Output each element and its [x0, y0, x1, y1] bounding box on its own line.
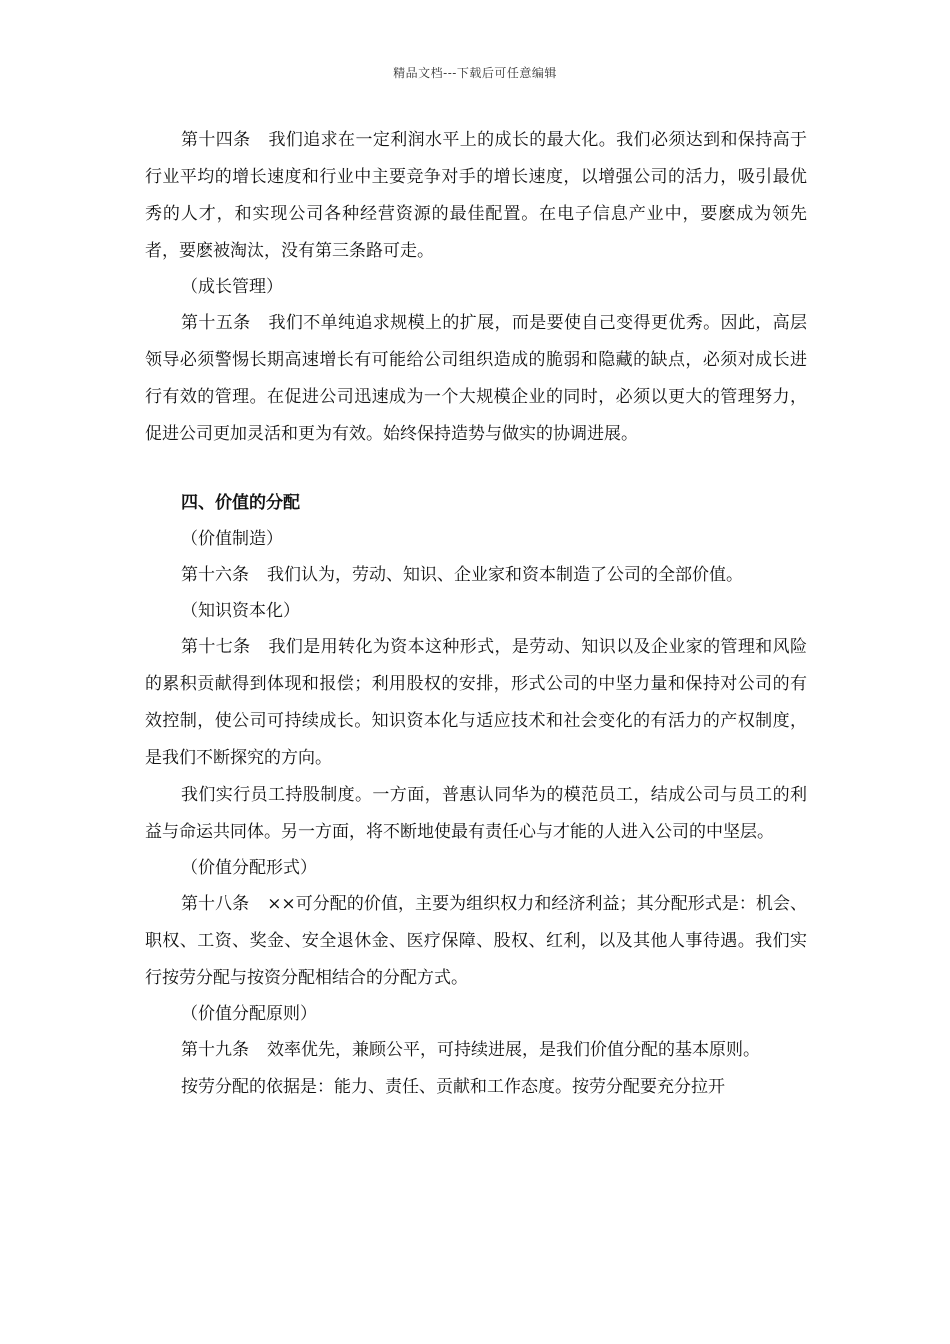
article-text: 效率优先，兼顾公平，可持续进展，是我们价值分配的基本原则。 — [267, 1040, 760, 1060]
subheading-value-creation: （价值制造） — [181, 529, 283, 549]
article-text: 我们不单纯追求规模上的扩展，而是要使自己变得更优秀。因此，高层领导必须警惕长期高速增长有可能给公司组织造成的脆弱和隐藏的缺点，必须对成长进行有效的管理。在促进公司迅速成为一个大规模企业的同时，必须以更大的管理努力，促进公司更加灵活和更为有效。始终保持造势与做实的协调进展。 — [145, 313, 808, 444]
article-16 — [145, 557, 807, 594]
article-text: 我们追求在一定利润水平上的成长的最大化。我们必须达到和保持高于行业平均的增长速度和行业中主要竞争对手的增长速度，以增强公司的活力，吸引最优秀的人才，和实现公司各种经营资源的最佳配置。在电子信息产业中，要麽成为领先者，要麽被淘汰，没有第三条路可走。 — [145, 130, 808, 261]
article-18 — [145, 886, 807, 997]
article-19 — [145, 1032, 807, 1069]
article-label: 第十六条 — [181, 565, 249, 585]
subheading-distribution-principle: （价值分配原则） — [181, 1004, 317, 1024]
subheading-distribution-form: （价值分配形式） — [181, 858, 317, 878]
article-17 — [145, 629, 807, 777]
subheading-growth-management: （成长管理） — [181, 277, 283, 297]
document-body — [145, 122, 807, 1106]
article-text: 我们是用转化为资本这种形式，是劳动、知识以及企业家的管理和风险的累积贡献得到体现和报偿；利用股权的安排，形式公司的中坚力量和保持对公司的有效控制，使公司可持续成长。知识资本化与适应技术和社会变化的有活力的产权制度，是我们不断探究的方向。 — [145, 637, 808, 768]
subheading-knowledge-capital: （知识资本化） — [181, 601, 300, 621]
article-label: 第十五条 — [181, 313, 251, 333]
article-text: 我们认为，劳动、知识、企业家和资本制造了公司的全部价值。 — [267, 565, 743, 585]
article-label: 第十七条 — [181, 637, 251, 657]
article-14 — [145, 122, 807, 270]
article-label: 第十九条 — [181, 1040, 249, 1060]
page-header: 精品文档---下载后可任意编辑 — [393, 66, 557, 80]
article-label: 第十四条 — [181, 130, 251, 150]
article-15 — [145, 305, 807, 453]
article-text: ××可分配的价值，主要为组织权力和经济利益；其分配形式是：机会、职权、工资、奖金、安全退休金、医疗保障、股权、红利，以及其他人事待遇。我们实行按劳分配与按资分配相结合的分配方式。 — [145, 894, 807, 988]
paragraph-labor-distribution: 按劳分配的依据是：能力、责任、贡献和工作态度。按劳分配要充分拉开 — [181, 1077, 725, 1097]
paragraph-employee-shares: 我们实行员工持股制度。一方面，普惠认同华为的模范员工，结成公司与员工的利益与命运共同体。另一方面，将不断地使最有责任心与才能的人进入公司的中坚层。 — [145, 785, 807, 842]
article-label: 第十八条 — [181, 894, 250, 914]
section-heading-4: 四、价值的分配 — [181, 493, 300, 513]
